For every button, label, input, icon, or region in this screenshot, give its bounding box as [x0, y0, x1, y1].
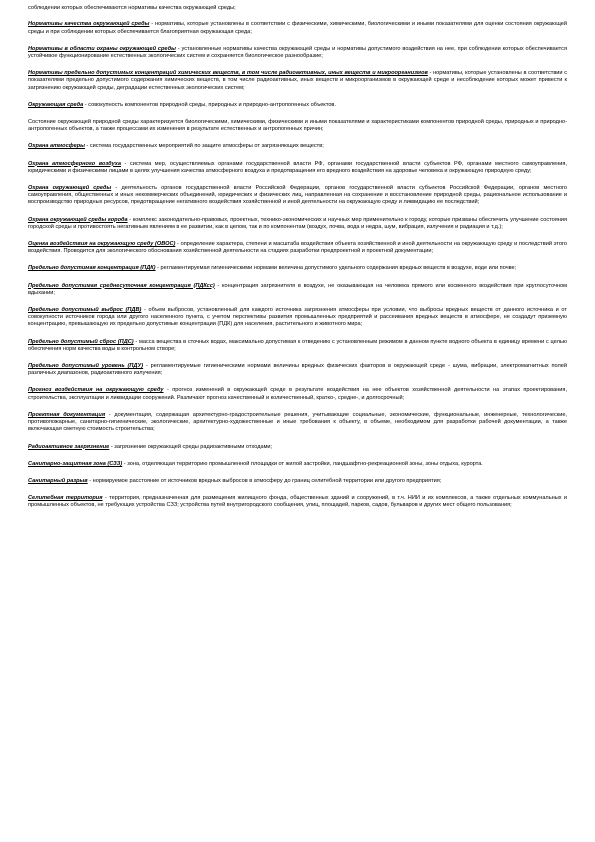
- glossary-term: Оценка воздействия на окружающую среду (ОВОС): [28, 241, 176, 248]
- glossary-definition: территория, предназначенная для размещения жилищного фонда, общественных зданий и сооружений, в т.ч. НИИ и их комплексов, а также отдельных коммунальных и промышленных объектов, не требующих устройства СЗЗ; устройства путей внутригородского сообщения, улиц, площадей, парков, садов, бульваров и других мест общего пользования;: [28, 495, 568, 509]
- term-separator: -: [87, 477, 93, 484]
- glossary-entry: [28, 161, 567, 175]
- term-separator: -: [105, 411, 115, 418]
- glossary-term: Нормативы предельно допустимых концентраций химических веществ, в том числе радиоактивных, иных веществ и микроорганизмов: [28, 70, 428, 77]
- glossary-definition: регламентируемые гигиеническими нормами величины вредных физических факторов в окружающей среде - шума, вибрации, электромагнитных полей различных диапазонов, радиоактивного излучения;: [28, 363, 567, 377]
- term-separator: -: [141, 307, 149, 314]
- glossary-term: Нормативы в области охраны окружающей среды: [28, 45, 176, 52]
- term-separator: -: [175, 241, 181, 248]
- term-separator: -: [120, 160, 130, 167]
- glossary-term: Предельно допустимая концентрация (ПДК): [28, 265, 156, 272]
- glossary-definition: система мер, осуществляемых органами государственной власти РФ, органами государственной власти субъектов РФ, органами местного самоуправления, юридическими и физическими лицами в целях улучшения качества атмосферного воздуха и предотвращения его вредного воздействия на здоровье человека и окружающую природную среду;: [28, 160, 567, 174]
- glossary-definition: зона, отделяющая территорию промышленной площадки от жилой застройки, ландшафтно-рекреационной зоны, зоны отдыха, курорта.: [127, 460, 483, 467]
- term-separator: -: [84, 143, 90, 150]
- term-separator: -: [175, 45, 182, 52]
- glossary-entry: [28, 217, 567, 231]
- term-separator: -: [214, 282, 222, 289]
- glossary-entry: [28, 185, 567, 207]
- glossary-definition: установленные нормативы качества окружающей среды и нормативы допустимого воздействия на нее, при соблюдении которых обеспечивается устойчивое функционирование естественных экологических систем и сохраняется биологическое разнообразие;: [28, 45, 567, 59]
- glossary-entry: [28, 46, 567, 60]
- glossary-paragraph: [28, 119, 567, 133]
- glossary-definition: комплекс законодательно-правовых, проектных, технико-экономических и научных мер применительно к городу, которые призваны обеспечить улучшение состояния городской среды и противостоять негативным явлениям в ее развитии, как в целом, так и по компонентам (воздух, почва, вода и недра, шум, вибрация, излучения и радиация и т.д.);: [28, 216, 567, 230]
- glossary-term: Предельно допустимая среднесуточная концентрация (ПДКсс): [28, 282, 215, 289]
- glossary-entry: [28, 21, 567, 35]
- term-separator: -: [111, 185, 122, 192]
- glossary-term: Радиоактивное загрязнение: [28, 443, 110, 450]
- term-separator: -: [109, 443, 115, 450]
- glossary-term: Предельно допустимый уровень (ПДУ): [28, 363, 144, 370]
- glossary-term: Нормативы качества окружающей среды: [28, 21, 150, 28]
- term-separator: -: [155, 265, 161, 272]
- glossary-term: Прогноз воздействия на окружающую среду: [28, 387, 164, 394]
- term-separator: -: [143, 363, 151, 370]
- glossary-term: Селитебная территория: [28, 495, 103, 502]
- glossary-entry: [28, 444, 567, 451]
- glossary-definition: совокупность компонентов природной среды, природных и природно-антропогенных объектов.: [88, 101, 336, 108]
- glossary-entry: [28, 412, 567, 434]
- glossary-entry: [28, 102, 567, 109]
- glossary-entry: [28, 339, 567, 353]
- glossary-term: Санитарный разрыв: [28, 477, 88, 484]
- term-separator: -: [133, 338, 139, 345]
- glossary-term: Охрана окружающей среды города: [28, 216, 128, 223]
- glossary-entry: [28, 461, 567, 468]
- glossary-term: Охрана атмосферного воздуха: [28, 160, 121, 167]
- glossary-definition: деятельность органов государственной власти Российской Федерации, органов государственной власти субъектов Российской Федерации, органов местного самоуправления, общественных и иных некоммерческих объединений, юридических и физических лиц, направленная на сохранение и восстановление природной среды, рациональное использование и воспроизводство природных ресурсов, предотвращение негативного воздействия хозяйственной и иной деятельности на окружающую среду и ликвидацию ее последствий;: [28, 185, 567, 206]
- term-separator: -: [122, 460, 128, 467]
- glossary-definition: прогноз изменений в окружающей среде в результате воздействия на нее объектов хозяйственной деятельности на этапах проектирования, строительства, эксплуатации и ликвидации сооружений. Различают прогноз качественный и количественный, кратко-, средне-, и долгосрочный;: [28, 387, 567, 401]
- glossary-term: Охрана окружающей среды: [28, 185, 112, 192]
- term-separator: -: [102, 495, 110, 502]
- term-separator: -: [149, 21, 155, 28]
- glossary-term: Предельно допустимый выброс (ПДВ): [28, 307, 142, 314]
- glossary-definition: нормативы, которые установлены в соответствии с показателями предельно допустимого содержания химических веществ, в том числе радиоактивных, иных веществ и микроорганизмов в окружающей среде и несоблюдение которых может привести к загрязнению окружающей среды, деградации естественных экологических систем;: [28, 70, 568, 91]
- glossary-term: Санитарно-защитная зона (СЗЗ): [28, 460, 123, 467]
- glossary-entry: [28, 143, 567, 150]
- glossary-entry: [28, 307, 567, 329]
- glossary-definition: масса вещества в сточных водах, максимально допустимая к отведению с установленным режимом в данном пункте водного объекта в единицу времени с целью обеспечения норм качества воды в контрольном створе;: [28, 338, 567, 352]
- intro-paragraph: соблюдении которых обеспечиваются нормативы качества окружающей среды;: [28, 5, 236, 11]
- glossary-definition: нормативы, которые установлены в соответствии с физическими, химическими, биологическими и иными показателями для оценки состояния окружающей среды и при соблюдении которых обеспечивается благоприятная окружающая среда;: [28, 21, 568, 35]
- term-separator: -: [163, 387, 173, 394]
- term-separator: -: [127, 216, 133, 223]
- glossary-entry: [28, 265, 567, 272]
- glossary-entry: [28, 70, 567, 92]
- glossary-definition: нормируемое расстояние от источников вредных выбросов в атмосферу до границ селитебной территории или другого предприятия;: [92, 477, 442, 484]
- glossary-entry: [28, 283, 567, 297]
- term-separator: -: [83, 101, 89, 108]
- glossary-definition: концентрация загрязнителя в воздухе, не оказывающая на человека прямого или косвенного воздействия при круглосуточном вдыхании;: [28, 282, 567, 296]
- term-separator: -: [427, 70, 434, 77]
- glossary-entry: [28, 478, 567, 485]
- glossary-entry: [28, 387, 567, 401]
- glossary-entry: [28, 241, 567, 255]
- glossary-term: Охрана атмосферы: [28, 143, 85, 150]
- glossary-definition: регламентируемая гигиеническими нормами величина допустимого удельного содержания вредных веществ в воздухе, воде или почве;: [160, 265, 517, 272]
- glossary-entry: [28, 363, 567, 377]
- glossary-definition: загрязнение окружающей среды радиоактивными отходами;: [114, 443, 273, 450]
- glossary-term: Проектная документация: [28, 411, 106, 418]
- glossary-term: Предельно допустимый сброс (ПДС): [28, 338, 134, 345]
- glossary-definition: Состояние окружающей природной среды характеризуется биологическими, химическими, физическими и иными показателями и характеристиками компонентов природной среды, природных и природно-антропогенных объектов, а также процессами их изменения в результате естественных и антропогенных причин;: [28, 119, 567, 133]
- glossary-term: Окружающая среда: [28, 101, 84, 108]
- glossary-definition: объем выбросов, установленный для каждого источника загрязнения атмосферы при условии, что выбросы вредных веществ от данного источника и от совокупности источников города или другого населенного пункта, с учетом перспективы развития промышленных предприятий и рассеивания вредных веществ в атмосфере, не создадут приземную концентрацию, превышающую их предельно допустимые концентрации (ПДК) для населения, растительного и животного мира;: [28, 307, 567, 328]
- glossary-entry: [28, 495, 567, 509]
- glossary-definition: система государственных мероприятий по защите атмосферы от загрязняющих веществ;: [89, 143, 324, 150]
- glossary-definition: документация, содержащая архитектурно-градостроительные решения, учитывающие социальные, экономические, функциональные, инженерные, технологические, противопожарные, санитарно-гигиенические, экологические, архитектурно-художественные и иные требования к объекту, в объеме, необходимом для разработки рабочей документации, а также включающая сметную стоимость строительства;: [28, 411, 567, 433]
- glossary-definition: определение характера, степени и масштаба воздействия объекта хозяйственной и иной деятельности на окружающую среду и последствий этого воздействия. Проводится для экологического обоснования хозяйственной деятельности на стадиях разработки предпроектной и проектной документации;: [28, 241, 568, 255]
